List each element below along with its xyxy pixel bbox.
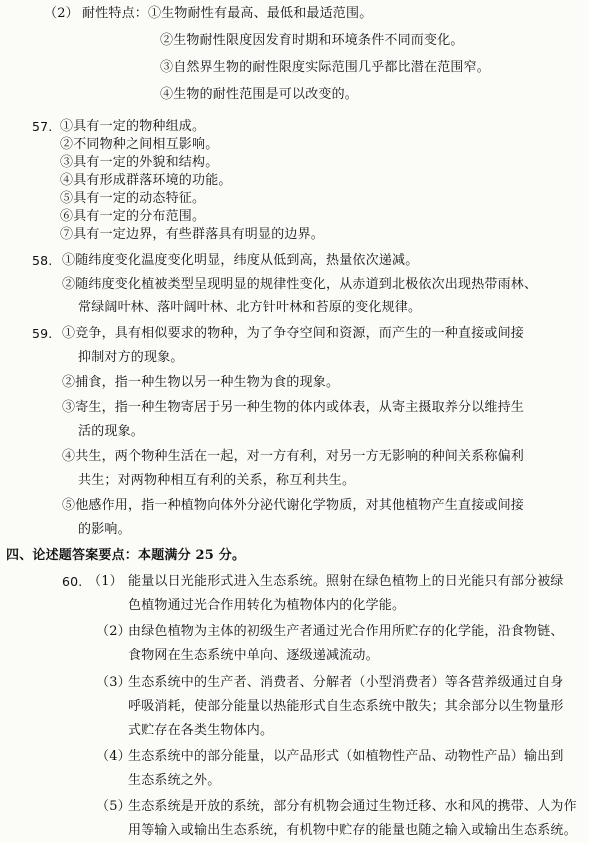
q57-line: ②不同物种之间相互影响。 [60,137,219,152]
q59-line: 共生；对两物种相互有利的关系，称互利共生。 [78,473,356,488]
q58-line: ①随纬度变化温度变化明显，纬度从低到高，热量依次递减。 [62,253,419,268]
q59-line: ⑤他感作用，指一种植物向体外分泌代谢化学物质，对其他植物产生直接或间接 [62,498,525,513]
q60-line: 式贮存在各类生物体内。 [128,723,274,738]
q57-line: ①具有一定的物种组成。 [60,119,206,134]
section-heading: 四、论述题答案要点：本题满分 25 分。 [6,548,246,563]
q59-line: 抑制对方的现象。 [78,350,184,365]
q59-line: 活的现象。 [78,424,145,439]
q59-line: ④共生，两个物种生活在一起，对一方有利，对另一方无影响的种间关系称偏利 [62,449,525,464]
q60-line: 食物网在生态系统中单向、逐级递减流动。 [128,648,379,663]
q58-line: ②随纬度变化植被类型呈现明显的规律性变化，从赤道到北极依次出现热带雨林、 [62,277,538,292]
q60-line: 由绿色植物为主体的初级生产者通过光合作用所贮存的化学能，沿食物链、 [128,624,564,639]
q59-line: ①竞争，具有相似要求的物种，为了争夺空间和资源，而产生的一种直接或间接 [62,326,525,341]
q60-part-label: （2） [96,624,131,639]
q60-part-label: （3） [96,675,131,690]
q60-number: 60. [62,574,83,589]
q58-number: 58. [32,253,53,268]
q60-part-label: （1） [88,574,123,589]
q60-line: 色植物通过光合作用转化为植物体内的化学能。 [128,598,406,613]
q60-part-label: （4） [96,749,131,764]
q59-line: ③寄生，指一种生物寄居于另一种生物的体内或体表，从寄主摄取养分以维持生 [62,400,525,415]
q60-part-label: （5） [96,799,131,814]
q60-line: 用等输入或输出生态系统，有机物中贮存的能量也随之输入或输出生态系统。 [128,823,577,838]
q56-part2-line: ④生物的耐性范围是可以改变的。 [160,87,359,102]
q60-line: 生态系统中的部分能量，以产品形式（如植物性产品、动物性产品）输出到 [128,749,564,764]
q57-line: ③具有一定的外貌和结构。 [60,155,219,170]
q60-line: 生态系统中的生产者、消费者、分解者（小型消费者）等各营养级通过自身 [128,675,564,690]
q60-line: 生态系统之外。 [128,773,221,788]
q56-part2-line: ③自然界生物的耐性限度实际范围几乎都比潜在范围窄。 [160,60,491,75]
q56-part2-line: ②生物耐性限度因发育时期和环境条件不同而变化。 [160,33,464,48]
q58-line: 常绿阔叶林、落叶阔叶林、北方针叶林和苔原的变化规律。 [78,300,422,315]
q57-number: 57. [32,119,53,134]
q60-line: 能量以日光能形式进入生态系统。照射在绿色植物上的日光能只有部分被绿 [128,574,564,589]
q60-line: 呼吸消耗，使部分能量以热能形式自生态系统中散失；其余部分以生物量形 [128,699,564,714]
q56-part2-label: （2） [44,6,79,21]
q59-number: 59. [32,326,53,341]
q59-line: 的影响。 [78,522,131,537]
q57-line: ⑥具有一定的分布范围。 [60,209,206,224]
q57-line: ⑦具有一定边界，有些群落具有明显的边界。 [60,227,325,242]
q57-line: ⑤具有一定的动态特征。 [60,191,206,206]
q60-line: 生态系统是开放的系统，部分有机物会通过生物迁移、水和风的携带、人为作 [128,799,577,814]
q56-part2-line: 耐性特点：①生物耐性有最高、最低和最适范围。 [82,6,373,21]
q59-line: ②捕食，指一种生物以另一种生物为食的现象。 [62,375,340,390]
q57-line: ④具有形成群落环境的功能。 [60,173,232,188]
